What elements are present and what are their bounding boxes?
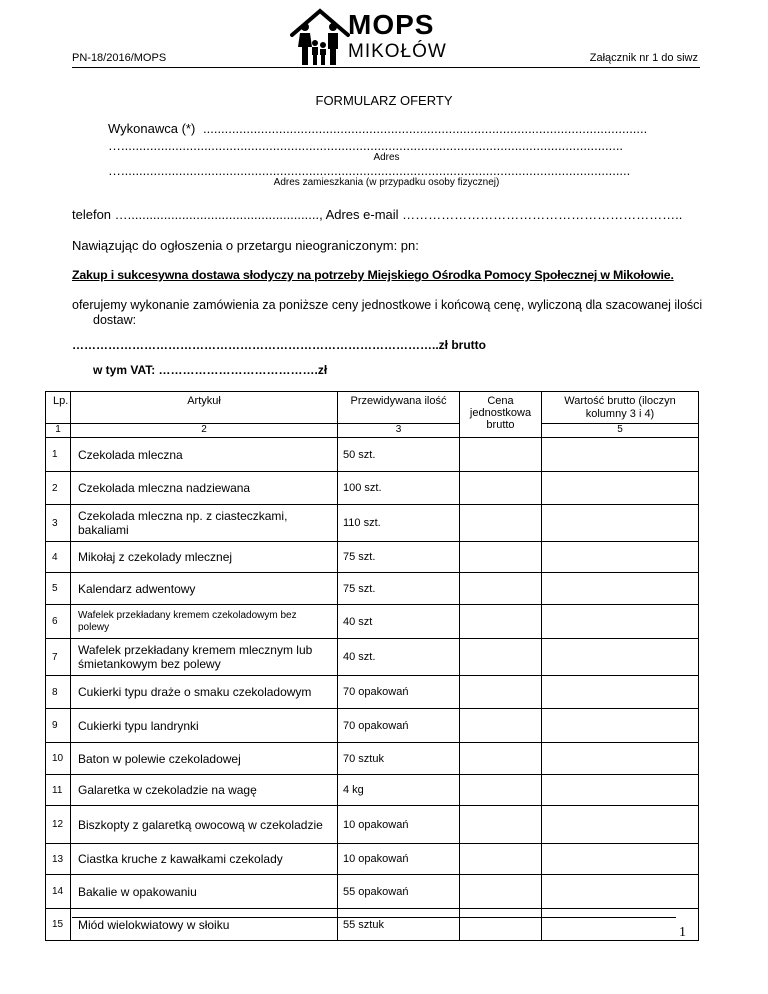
attachment-label: Załącznik nr 1 do siwz: [589, 52, 698, 64]
row-item: Biszkopty z galaretką owocową w czekoladzie: [71, 806, 338, 844]
row-quantity: 55 opakowań: [338, 875, 460, 909]
row-item: Kalendarz adwentowy: [71, 573, 338, 605]
contractor-label: Wykonawca (*): [108, 121, 196, 136]
row-quantity: 10 opakowań: [338, 806, 460, 844]
table-row: [46, 909, 699, 941]
table-row: [46, 844, 699, 875]
family-house-icon: [290, 5, 350, 67]
page-number: 1: [679, 925, 686, 940]
row-number: 2: [46, 472, 71, 505]
header-lp: Lp.: [46, 392, 71, 424]
row-unit-price-cell[interactable]: [460, 605, 542, 639]
residence-label: Adres zamieszkania (w przypadku osoby fizycznej): [273, 177, 500, 188]
intro-text: Nawiązując do ogłoszenia o przetargu nieograniczonym: pn:: [72, 238, 419, 253]
row-total-value-cell[interactable]: [542, 844, 699, 875]
table-row: [46, 875, 699, 909]
row-unit-price-cell[interactable]: [460, 743, 542, 775]
document-reference: PN-18/2016/MOPS: [72, 52, 167, 64]
row-item: Czekolada mleczna: [71, 438, 338, 472]
col-number-1: 1: [46, 424, 71, 438]
row-total-value-cell[interactable]: [542, 676, 699, 709]
row-number: 10: [46, 743, 71, 775]
row-unit-price-cell[interactable]: [460, 844, 542, 875]
row-number: 7: [46, 639, 71, 676]
row-total-value-cell[interactable]: [542, 743, 699, 775]
row-item: Ciastka kruche z kawałkami czekolady: [71, 844, 338, 875]
row-unit-price-cell[interactable]: [460, 875, 542, 909]
row-unit-price-cell[interactable]: [460, 573, 542, 605]
row-quantity: 70 opakowań: [338, 709, 460, 743]
table-row: [46, 542, 699, 573]
row-unit-price-cell[interactable]: [460, 775, 542, 806]
row-quantity: 75 szt.: [338, 573, 460, 605]
table-row: [46, 505, 699, 542]
logo-city-text: MIKOŁÓW: [348, 41, 447, 62]
row-total-value-cell[interactable]: [542, 605, 699, 639]
table-row: [46, 573, 699, 605]
row-quantity: 55 sztuk: [338, 909, 460, 941]
table-row: [46, 605, 699, 639]
row-number: 11: [46, 775, 71, 806]
row-total-value-cell[interactable]: [542, 505, 699, 542]
row-quantity: 75 szt.: [338, 542, 460, 573]
row-unit-price-cell[interactable]: [460, 542, 542, 573]
row-total-value-cell[interactable]: [542, 542, 699, 573]
row-number: 12: [46, 806, 71, 844]
footer-divider: [72, 917, 676, 918]
row-item: Baton w polewie czekoladowej: [71, 743, 338, 775]
row-quantity: 110 szt.: [338, 505, 460, 542]
row-item: Bakalie w opakowaniu: [71, 875, 338, 909]
row-unit-price-cell[interactable]: [460, 909, 542, 941]
row-number: 4: [46, 542, 71, 573]
address-dots[interactable]: …...........................................................................................................................................: [108, 138, 624, 153]
offer-text-line2: dostaw:: [93, 313, 137, 327]
row-total-value-cell[interactable]: [542, 573, 699, 605]
table-row: [46, 743, 699, 775]
row-item: Wafelek przekładany kremem czekoladowym bez polewy: [71, 605, 338, 639]
row-quantity: 50 szt.: [338, 438, 460, 472]
row-quantity: 100 szt.: [338, 472, 460, 505]
row-item: Mikołaj z czekolady mlecznej: [71, 542, 338, 573]
table-row: [46, 438, 699, 472]
row-total-value-cell[interactable]: [542, 709, 699, 743]
order-subject: Zakup i sukcesywna dostawa słodyczy na potrzeby Miejskiego Ośrodka Pomocy Społecznej w Mikołowie.: [72, 268, 674, 282]
row-quantity: 40 szt: [338, 605, 460, 639]
row-unit-price-cell[interactable]: [460, 639, 542, 676]
row-quantity: 40 szt.: [338, 639, 460, 676]
row-quantity: 70 opakowań: [338, 676, 460, 709]
row-quantity: 10 opakowań: [338, 844, 460, 875]
form-title: FORMULARZ OFERTY: [315, 93, 453, 108]
table-row: [46, 639, 699, 676]
offer-text-line1: oferujemy wykonanie zamówienia za poniższe ceny jednostkowe i końcową cenę, wyliczoną dla szacowanej ilości: [72, 298, 703, 312]
row-item: Wafelek przekładany kremem mlecznym lub śmietankowym bez polewy: [71, 639, 338, 676]
row-unit-price-cell[interactable]: [460, 438, 542, 472]
table-row: [46, 806, 699, 844]
table-row: [46, 676, 699, 709]
table-row: [46, 709, 699, 743]
row-number: 13: [46, 844, 71, 875]
logo-mops-text: MOPS: [348, 9, 435, 40]
col-number-3: 3: [338, 424, 460, 438]
header-divider: [72, 67, 700, 68]
row-total-value-cell[interactable]: [542, 639, 699, 676]
col-number-2: 2: [71, 424, 338, 438]
row-unit-price-cell[interactable]: [460, 505, 542, 542]
row-quantity: 70 sztuk: [338, 743, 460, 775]
row-number: 1: [46, 438, 71, 472]
row-number: 8: [46, 676, 71, 709]
vat-line[interactable]: w tym VAT: ………………………………….zł: [93, 363, 328, 377]
row-number: 5: [46, 573, 71, 605]
col-number-5: 5: [542, 424, 699, 438]
table-row: [46, 775, 699, 806]
row-total-value-cell[interactable]: [542, 909, 699, 941]
contractor-dots[interactable]: ...........................................................................................................................: [203, 121, 648, 136]
row-unit-price-cell[interactable]: [460, 806, 542, 844]
row-unit-price-cell[interactable]: [460, 676, 542, 709]
mops-logo: [290, 5, 460, 67]
row-total-value-cell[interactable]: [542, 806, 699, 844]
row-item: Galaretka w czekoladzie na wagę: [71, 775, 338, 806]
row-unit-price-cell[interactable]: [460, 472, 542, 505]
header-price: Cena jednostkowa brutto: [460, 392, 542, 438]
residence-dots[interactable]: ….............................................................................................................................................: [108, 163, 631, 178]
row-item: Cukierki typu draże o smaku czekoladowym: [71, 676, 338, 709]
row-number: 15: [46, 909, 71, 941]
row-item: Miód wielokwiatowy w słoiku: [71, 909, 338, 941]
total-price-line[interactable]: ………………………………………………………………………………..zł brutto: [72, 338, 486, 352]
header-qty: Przewidywana ilość: [338, 392, 460, 424]
row-item: Czekolada mleczna nadziewana: [71, 472, 338, 505]
table-row: [46, 472, 699, 505]
contact-line[interactable]: telefon …....................................................., Adres e-mail ………………………………………………………..: [72, 207, 683, 222]
row-total-value-cell[interactable]: [542, 775, 699, 806]
row-number: 9: [46, 709, 71, 743]
row-unit-price-cell[interactable]: [460, 709, 542, 743]
row-item: Cukierki typu landrynki: [71, 709, 338, 743]
items-table: [45, 391, 699, 941]
row-number: 3: [46, 505, 71, 542]
row-total-value-cell[interactable]: [542, 875, 699, 909]
row-quantity: 4 kg: [338, 775, 460, 806]
row-total-value-cell[interactable]: [542, 438, 699, 472]
address-label: Adres: [373, 152, 400, 163]
header-item: Artykuł: [71, 392, 338, 424]
row-item: Czekolada mleczna np. z ciasteczkami, bakaliami: [71, 505, 338, 542]
row-number: 6: [46, 605, 71, 639]
header-value: Wartość brutto (iloczyn kolumny 3 i 4): [542, 392, 699, 424]
row-total-value-cell[interactable]: [542, 472, 699, 505]
row-number: 14: [46, 875, 71, 909]
